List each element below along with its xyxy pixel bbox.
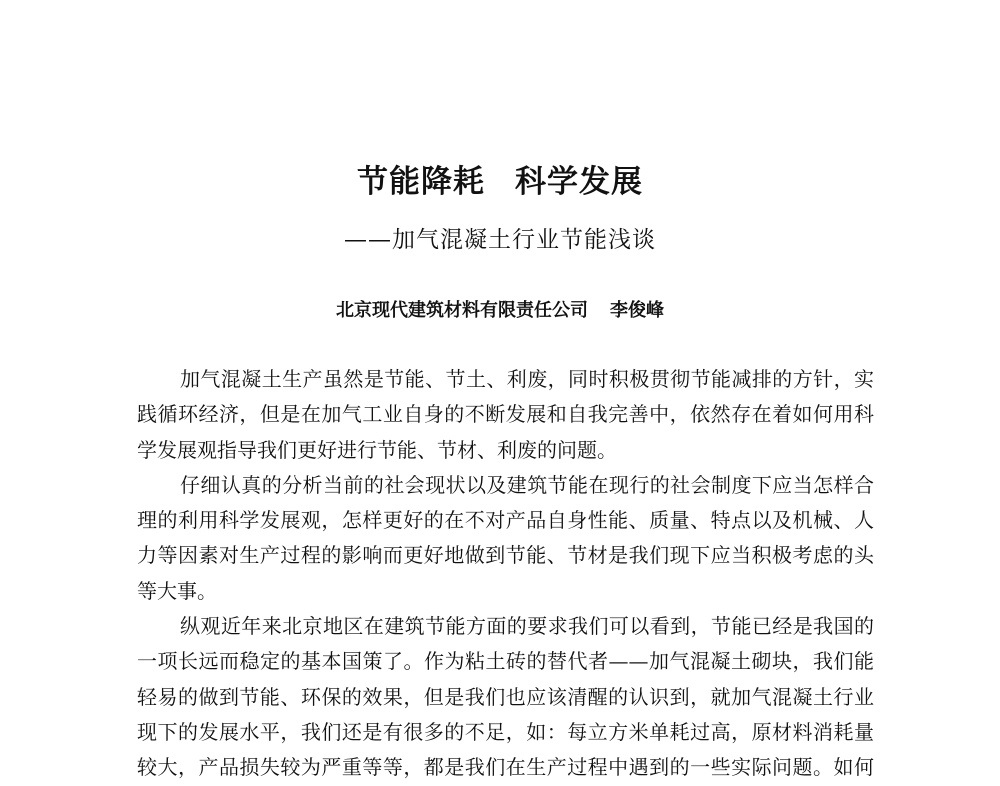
text-line: 较大，产品损失较为严重等等，都是我们在生产过程中遇到的一些实际问题。如何 — [137, 755, 874, 780]
article-body — [137, 362, 874, 786]
title-part-2: 科学发展 — [515, 164, 643, 200]
paragraph-3 — [137, 609, 874, 785]
paragraph-2 — [137, 468, 874, 609]
byline — [0, 298, 1000, 324]
text-line: 轻易的做到节能、环保的效果，但是我们也应该清醒的认识到，就加气混凝土行业 — [137, 684, 874, 709]
text-line: 仔细认真的分析当前的社会现状以及建筑节能在现行的社会制度下应当怎样合 — [180, 472, 874, 497]
text-line: 纵观近年来北京地区在建筑节能方面的要求我们可以看到，节能已经是我国的 — [180, 614, 874, 639]
author-name: 李俊峰 — [610, 300, 664, 321]
title-part-1: 节能降耗 — [357, 164, 485, 200]
text-line: 等大事。 — [137, 578, 217, 603]
text-line: 学发展观指导我们更好进行节能、节材、利废的问题。 — [137, 437, 617, 462]
paragraph-1 — [137, 362, 874, 468]
text-line: 一项长远而稳定的基本国策了。作为粘土砖的替代者——加气混凝土砌块，我们能 — [137, 649, 874, 674]
article-title — [0, 162, 1000, 202]
text-line: 理的利用科学发展观，怎样更好的在不对产品自身性能、质量、特点以及机械、人 — [137, 508, 874, 533]
text-line: 加气混凝土生产虽然是节能、节土、利废，同时积极贯彻节能减排的方针，实 — [180, 367, 874, 391]
article-subtitle: ——加气混凝土行业节能浅谈 — [344, 227, 656, 253]
text-line: 践循环经济，但是在加气工业自身的不断发展和自我完善中，依然存在着如何用科 — [137, 402, 874, 427]
text-line: 现下的发展水平，我们还是有很多的不足，如：每立方米单耗过高，原材料消耗量 — [137, 719, 874, 744]
author-organization: 北京现代建筑材料有限责任公司 — [336, 300, 588, 321]
text-line: 力等因素对生产过程的影响而更好地做到节能、节材是我们现下应当积极考虑的头 — [137, 543, 874, 568]
